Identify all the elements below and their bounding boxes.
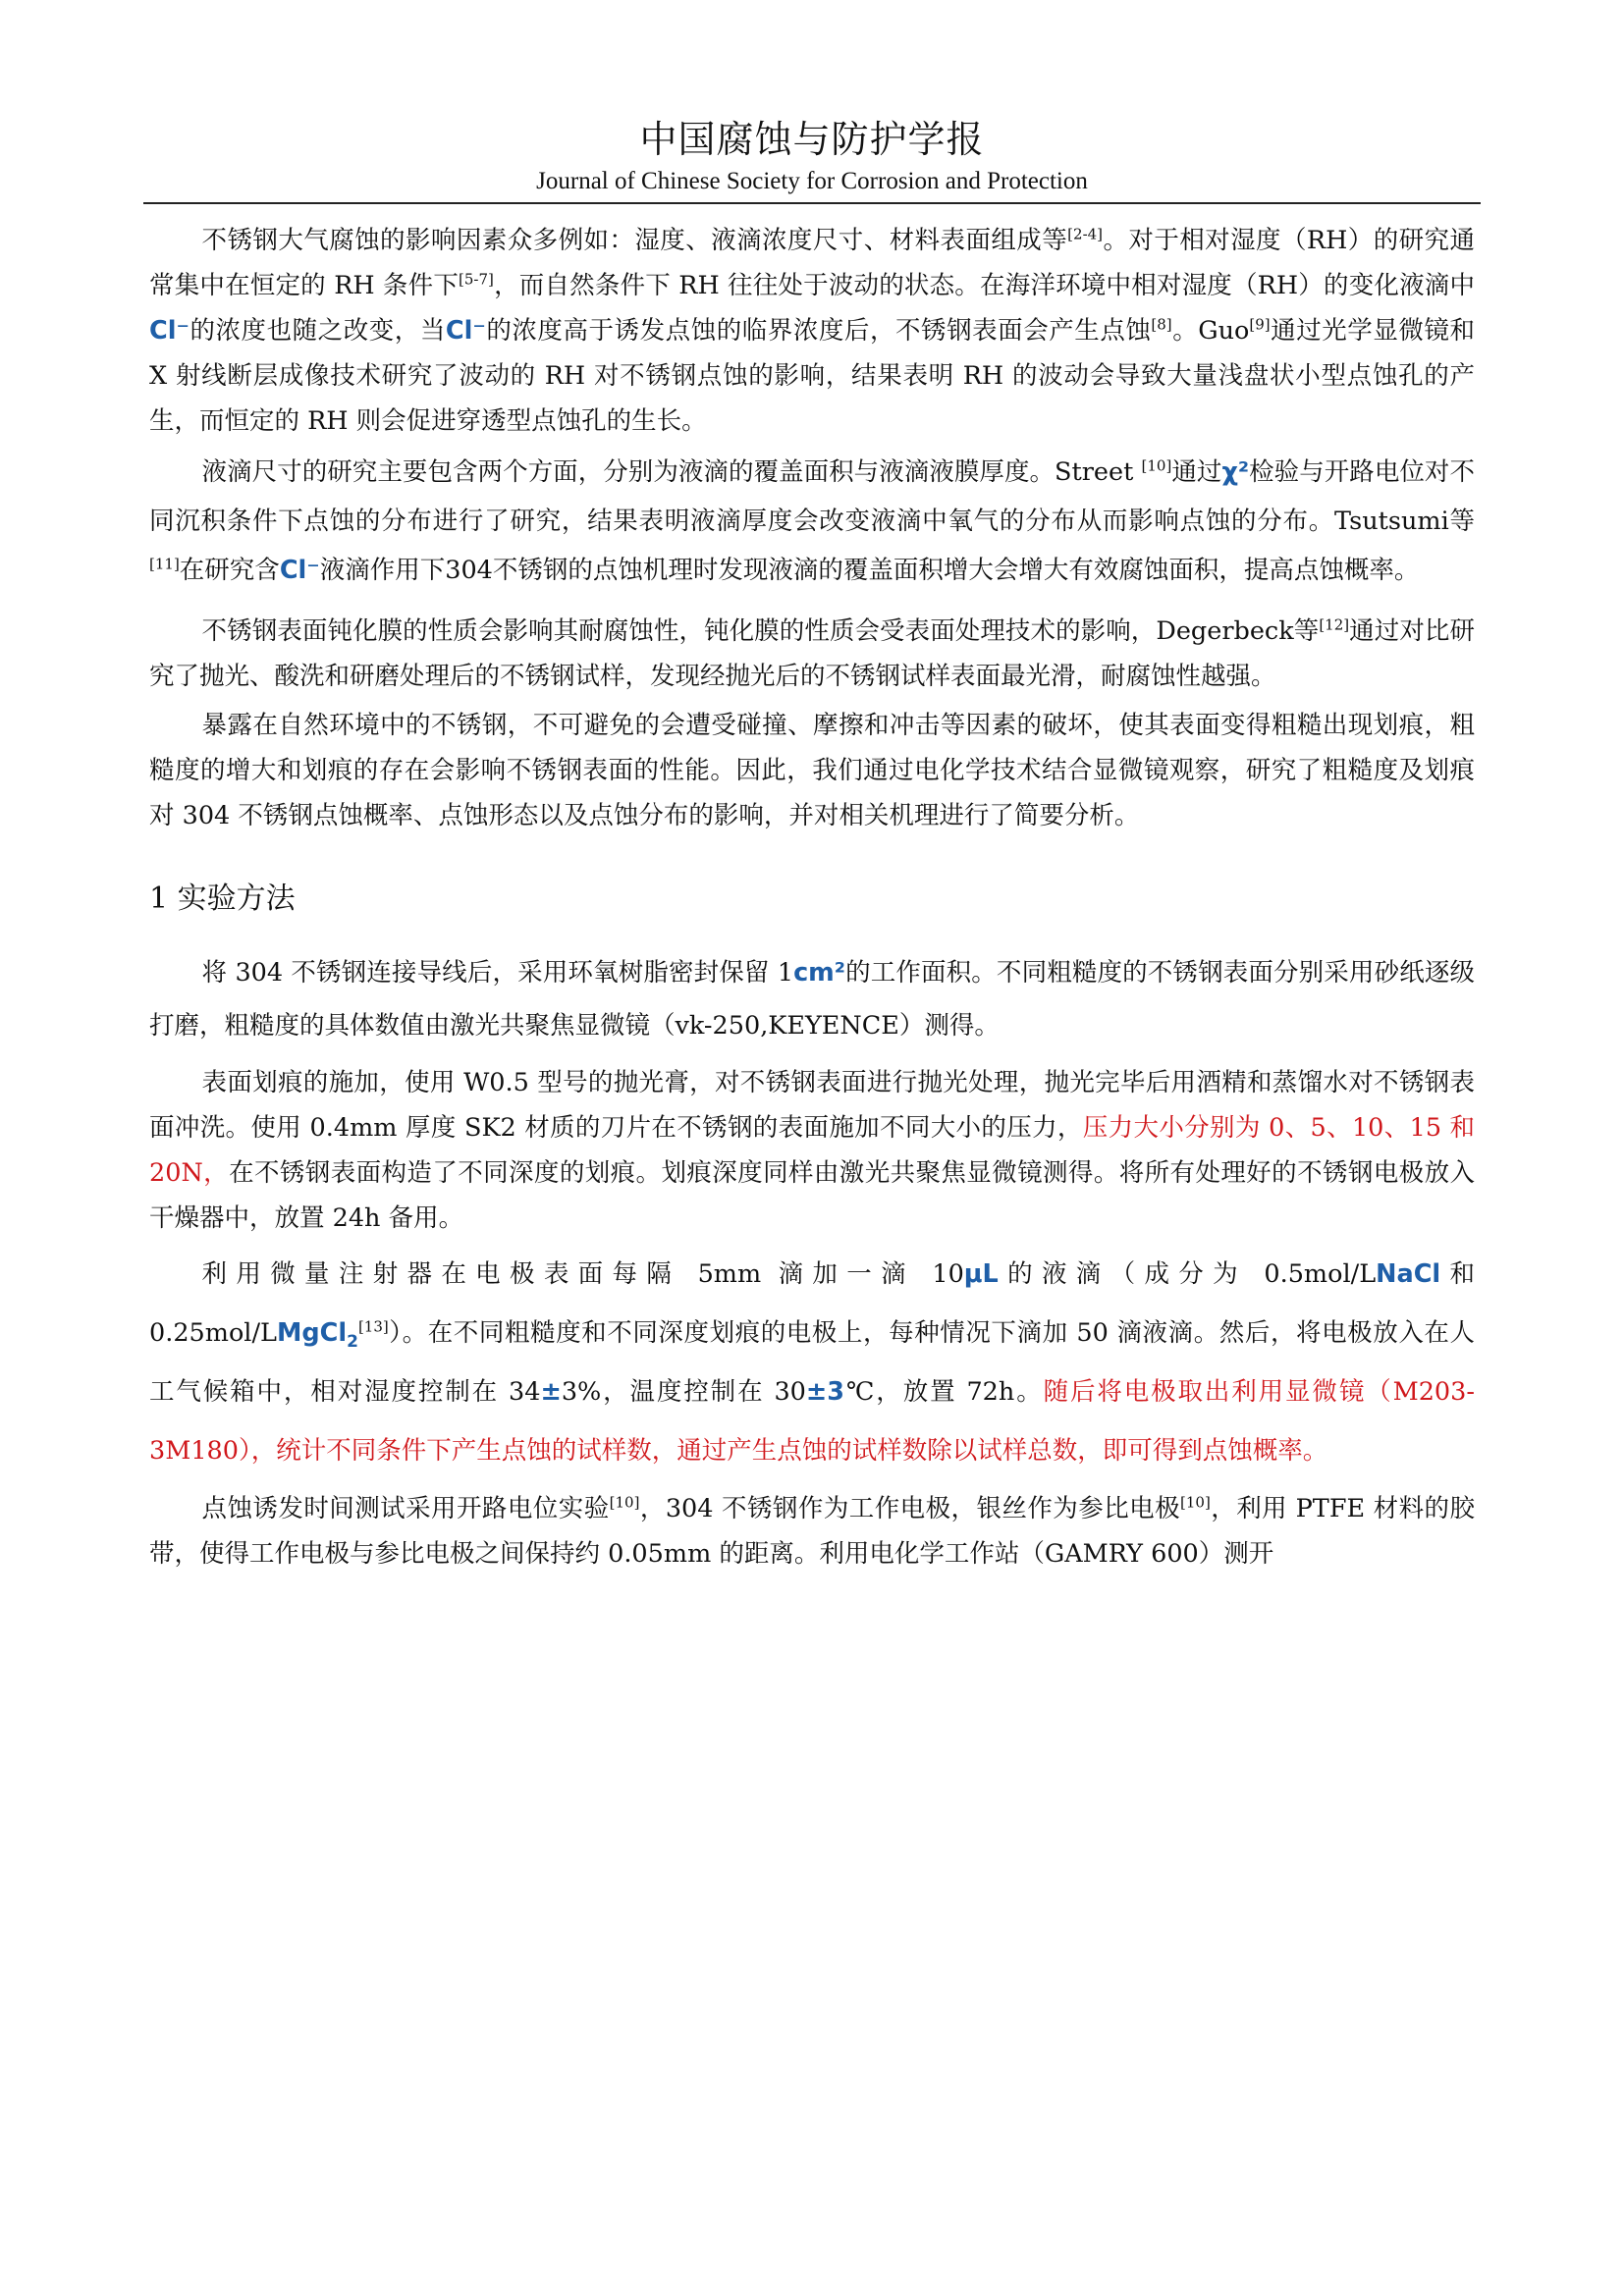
- paragraph-scratch-method: [149, 1060, 1475, 1241]
- text-run: 检验与开路电位对不同沉积条件下点蚀的分布进行了研究，结果表明液滴厚度会改变液滴中氧气的分布从而影响点蚀的分布。Tsutsumi等: [149, 457, 1475, 536]
- text-run: 不锈钢大气腐蚀的影响因素众多例如：湿度、液滴浓度尺寸、材料表面组成等: [201, 226, 1068, 255]
- text-run: 的液滴（成分为 0.5mol/L: [998, 1259, 1377, 1289]
- text-run: 的工作面积。不同粗糙度的不锈钢表面分别采用砂纸逐级打磨，粗糙度的具体数值由激光共聚焦显微镜（vk-250,KEYENCE）测得。: [149, 958, 1475, 1041]
- citation: [13]: [357, 1317, 389, 1336]
- text-run: 在研究含: [179, 556, 280, 585]
- text-run: 表面划痕的施加，使用 W0.5 型号的抛光膏，对不锈钢表面进行抛光处理，抛光完毕后用酒精和蒸馏水对不锈钢表面冲洗。使用 0.4mm 厚度 SK2 材质的刀片在不锈钢的表面施加不同大小的压力，: [149, 1068, 1475, 1143]
- paragraph-sample-prep: [149, 946, 1475, 1052]
- text-run: ）。在不同粗糙度和不同深度划痕的电极上，每种情况下滴加 50 滴液滴。然后，将电极放入在人工气候箱中，相对湿度控制在 34: [149, 1318, 1475, 1407]
- text-run: 在不锈钢表面构造了不同深度的划痕。划痕深度同样由激光共聚焦显微镜测得。将所有处理好的不锈钢电极放入干燥器中，放置 24h 备用。: [149, 1158, 1475, 1233]
- chloride-formula: Cl⁻: [279, 556, 320, 585]
- paragraph-passive-film: [149, 609, 1475, 699]
- citation: [12]: [1319, 615, 1350, 634]
- text-run: 和 0.25mol/L: [149, 1259, 1475, 1348]
- plus-minus-value: ±3: [805, 1377, 845, 1407]
- text-run: 不锈钢表面钝化膜的性质会影响其耐腐蚀性，钝化膜的性质会受表面处理技术的影响，Degerbeck等: [201, 616, 1320, 646]
- chloride-formula: Cl⁻: [445, 316, 486, 346]
- citation: [10]: [1180, 1493, 1211, 1512]
- text-run: 的浓度也随之改变，当: [189, 316, 446, 346]
- text-run: 。对于相对湿度（RH）的研究通常集中在恒定的 RH 条件下: [149, 226, 1475, 300]
- text-run: 液滴尺寸的研究主要包含两个方面，分别为液滴的覆盖面积与液滴液膜厚度。Street: [201, 457, 1142, 487]
- text-run: ，利用 PTFE 材料的胶带，使得工作电极与参比电极之间保持约 0.05mm 的距离。利用电化学工作站（GAMRY 600）测开: [149, 1494, 1476, 1569]
- citation: [11]: [149, 555, 180, 573]
- text-run: 点蚀诱发时间测试采用开路电位实验: [201, 1494, 610, 1523]
- citation: [8]: [1151, 315, 1172, 334]
- chloride-formula: Cl⁻: [149, 316, 189, 346]
- chi-square-formula: χ²: [1221, 457, 1250, 487]
- highlighted-text: 随后将电极取出利用显微镜（M203-3M180），统计不同条件下产生点蚀的试样数，通过产生点蚀的试样数除以试样总数，即可得到点蚀概率。: [149, 1377, 1475, 1466]
- text-run: 液滴作用下304不锈钢的点蚀机理时发现液滴的覆盖面积增大会增大有效腐蚀面积，提高点蚀概率。: [319, 556, 1420, 585]
- formula-subscript: 2: [347, 1332, 358, 1353]
- unit-cm2: cm²: [793, 958, 845, 988]
- text-run: 通过光学显微镜和 X 射线断层成像技术研究了波动的 RH 对不锈钢点蚀的影响，结果表明 RH 的波动会导致大量浅盘状小型点蚀孔的产生，而恒定的 RH 则会促进穿透型点蚀孔的生长。: [149, 316, 1475, 436]
- journal-title-cn: 中国腐蚀与防护学报: [639, 118, 985, 161]
- plus-minus-symbol: ±: [540, 1377, 562, 1407]
- text-run: 利用微量注射器在电极表面每隔 5mm 滴加一滴 10: [201, 1259, 964, 1289]
- paragraph-research-aim: 暴露在自然环境中的不锈钢，不可避免的会遭受碰撞、摩擦和冲击等因素的破坏，使其表面变得粗糙出现划痕，粗糙度的增大和划痕的存在会影响不锈钢表面的性能。因此，我们通过电化学技术结合显微镜观察，研究了粗糙度及划痕对 304 不锈钢点蚀概率、点蚀形态以及点蚀分布的影响，并对相关机理进行了简要分析。: [149, 711, 1475, 830]
- paragraph-droplet-method: [149, 1245, 1475, 1480]
- text-run: 。Guo: [1171, 316, 1250, 346]
- article-body: [149, 218, 1475, 1576]
- text-run: 3%，温度控制在 30: [561, 1377, 806, 1407]
- text-run: ℃，放置 72h。: [844, 1377, 1044, 1407]
- citation: [9]: [1249, 315, 1271, 334]
- text-run: ，304 不锈钢作为工作电极，银丝作为参比电极: [639, 1494, 1181, 1523]
- text-run: 将 304 不锈钢连接导线后，采用环氧树脂密封保留 1: [201, 958, 794, 988]
- section-title: 1 实验方法: [149, 881, 296, 916]
- citation: [10]: [609, 1493, 640, 1512]
- paragraph-influencing-factors: [149, 218, 1475, 444]
- mgcl2-formula: [277, 1318, 358, 1353]
- text-run: 通过对比研究了抛光、酸洗和研磨处理后的不锈钢试样，发现经抛光后的不锈钢试样表面最光滑，耐腐蚀性越强。: [149, 616, 1475, 691]
- unit-microliter: μL: [963, 1259, 999, 1289]
- citation: [5-7]: [459, 270, 494, 289]
- highlighted-text: 压力大小分别为 0、5、10、15 和 20N，: [149, 1113, 1475, 1188]
- nacl-formula: NaCl: [1376, 1259, 1441, 1289]
- text-run: 通过: [1171, 457, 1222, 487]
- citation: [2-4]: [1067, 225, 1104, 243]
- paragraph-droplet-size: [149, 448, 1475, 595]
- paragraph-ocp-method: [149, 1486, 1475, 1576]
- text-run: 的浓度高于诱发点蚀的临界浓度后，不锈钢表面会产生点蚀: [485, 316, 1152, 346]
- citation: [10]: [1141, 456, 1172, 475]
- journal-title-en: Journal of Chinese Society for Corrosion and Protection: [536, 168, 1088, 194]
- header-divider: [143, 202, 1481, 204]
- text-run: ，而自然条件下 RH 往往处于波动的状态。在海洋环境中相对湿度（RH）的变化液滴中: [493, 271, 1475, 300]
- journal-header: [149, 0, 1475, 204]
- formula-base: MgCl: [277, 1318, 348, 1348]
